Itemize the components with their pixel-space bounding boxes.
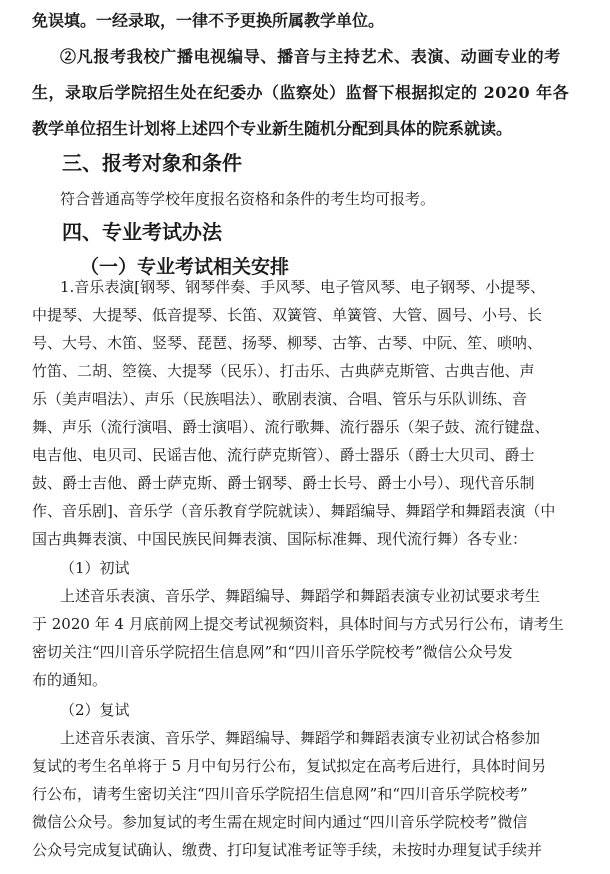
retest-label: （2）复试 — [60, 701, 130, 719]
prelim-line: 于 2020 年 4 月底前网上提交考试视频资料，具体时间与方式另行公布，请考生 — [32, 615, 564, 633]
item1-line: 电吉他、电贝司、民谣吉他、流行萨克斯管）、爵士器乐（爵士大贝司、爵士 — [32, 446, 535, 464]
item1-line: 中提琴、大提琴、低音提琴、长笛、双簧管、单簧管、大管、圆号、小号、长 — [32, 306, 543, 324]
prelim-line: 布的通知。 — [32, 671, 108, 689]
item1-line: 作、音乐剧]、音乐学（音乐教育学院就读）、舞蹈编导、舞蹈学和舞蹈表演（中 — [32, 502, 556, 520]
item1-line: 鼓、爵士吉他、爵士萨克斯、爵士钢琴、爵士长号、爵士小号）、现代音乐制 — [32, 474, 535, 492]
item1-line: 国古典舞表演、中国民族民间舞表演、国际标准舞、现代流行舞）各专业： — [32, 530, 528, 548]
section-4-heading: 四、专业考试办法 — [62, 220, 222, 244]
prelim-label: （1）初试 — [60, 559, 130, 577]
intro-line-2: ②凡报考我校广播电视编导、播音与主持艺术、表演、动画专业的考 — [60, 47, 562, 66]
prelim-line: 上述音乐表演、音乐学、舞蹈编导、舞蹈学和舞蹈表演专业初试要求考生 — [60, 587, 541, 605]
section-3-heading: 三、报考对象和条件 — [62, 151, 242, 175]
retest-line: 公众号完成复试确认、缴费、打印复试准考证等手续，未按时办理复试手续并 — [32, 841, 543, 859]
retest-line: 上述音乐表演、音乐学、舞蹈编导、舞蹈学和舞蹈表演专业初试合格参加 — [60, 729, 541, 747]
prelim-line: 密切关注“四川音乐学院招生信息网”和“四川音乐学院校考”微信公众号发 — [32, 643, 513, 661]
retest-line: 微信公众号。参加复试的考生需在规定时间内通过“四川音乐学院校考”微信 — [32, 813, 528, 831]
item1-line: 乐（美声唱法）、声乐（民族唱法）、歌剧表演、合唱、管乐与乐队训练、音 — [32, 390, 528, 408]
retest-line: 复试的考生名单将于 5 月中旬另行公布，复试拟定在高考后进行，具体时间另 — [32, 757, 547, 775]
section-4-subheading: （一）专业考试相关安排 — [80, 256, 290, 278]
intro-line-1: 免误填。一经录取，一律不予更换所属教学单位。 — [32, 11, 385, 30]
item1-line: 号、大号、木笛、竖琴、琵琶、扬琴、柳琴、古筝、古琴、中阮、笙、唢呐、 — [32, 334, 543, 352]
item1-line: 1.音乐表演[钢琴、钢琴伴奏、手风琴、电子管风琴、电子钢琴、小提琴、 — [60, 278, 546, 296]
retest-line: 行公布，请考生密切关注“四川音乐学院招生信息网”和“四川音乐学院校考” — [32, 785, 528, 803]
intro-line-4: 教学单位招生计划将上述四个专业新生随机分配到具体的院系就读。 — [32, 119, 513, 138]
item1-line: 舞、声乐（流行演唱、爵士演唱）、流行歌舞、流行器乐（架子鼓、流行键盘、 — [32, 418, 550, 436]
intro-line-3: 生，录取后学院招生处在纪委办（监察处）监督下根据拟定的 2020 年各 — [32, 83, 570, 102]
section-3-body: 符合普通高等学校年度报名资格和条件的考生均可报考。 — [60, 190, 436, 208]
item1-line: 竹笛、二胡、箜篌、大提琴（民乐）、打击乐、古典萨克斯管、古典吉他、声 — [32, 362, 535, 380]
